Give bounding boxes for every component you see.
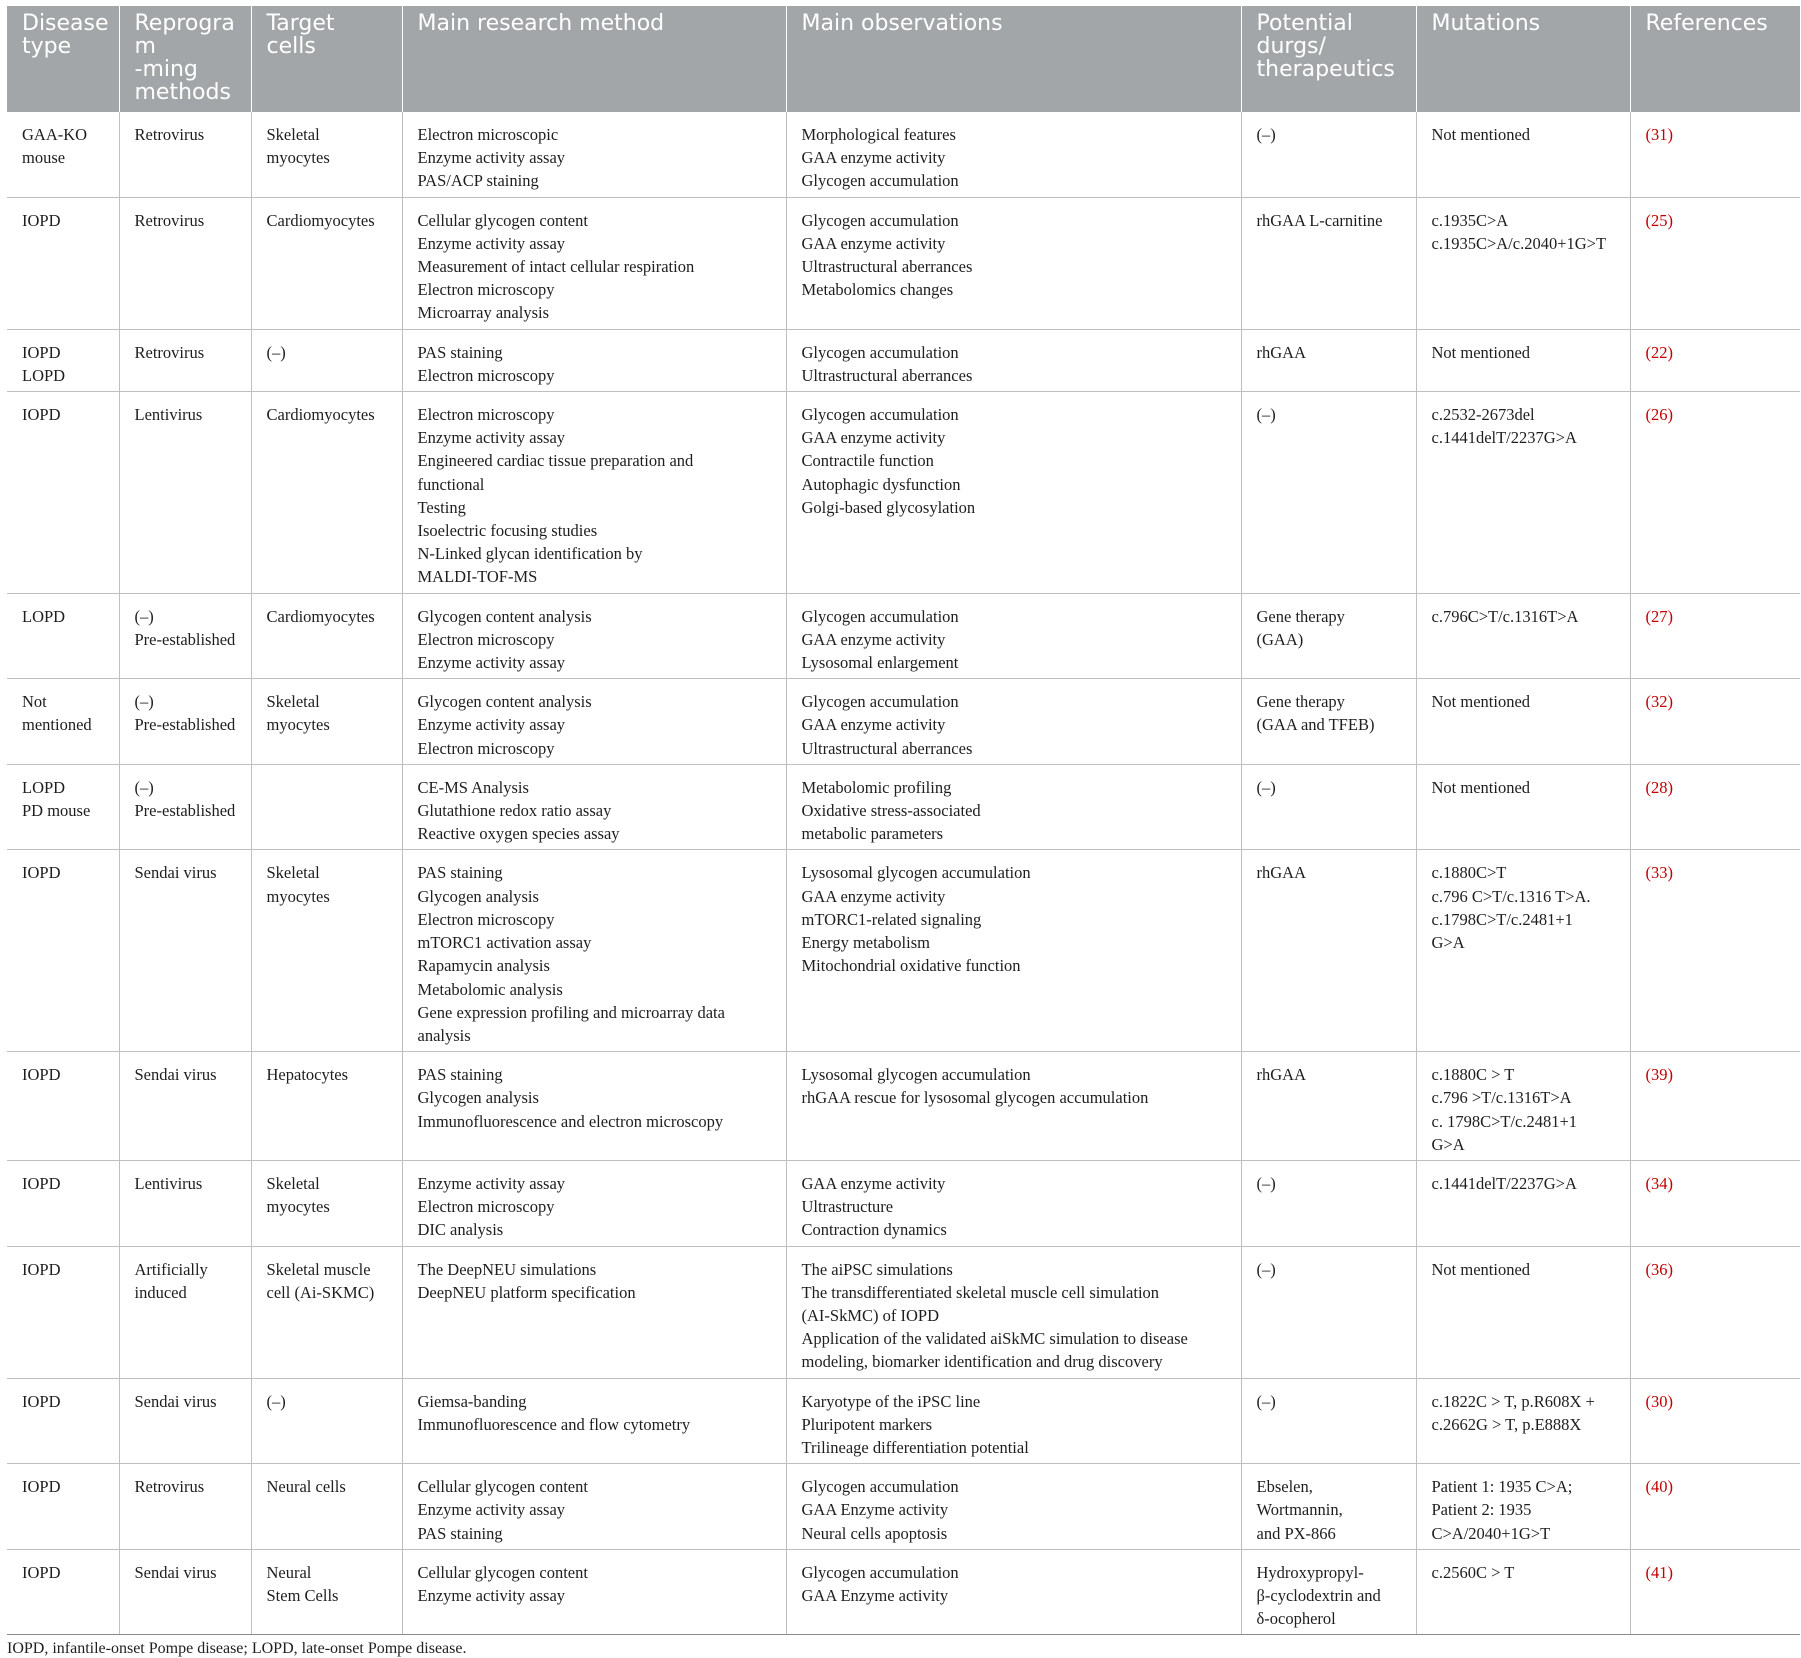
cell-drugs: rhGAA: [1241, 329, 1416, 391]
table-body: [7, 112, 1800, 1635]
cell-mutations: c.1441delT/2237G>A: [1416, 1160, 1630, 1246]
cell-observations: Glycogen accumulation GAA enzyme activity Ultrastructural aberrances Metabolomics changes: [786, 197, 1241, 329]
cell-reprogramming-method: Artificially induced: [119, 1246, 251, 1378]
cell-reprogramming-method: Lentivirus: [119, 1160, 251, 1246]
cell-mutations: Not mentioned: [1416, 679, 1630, 765]
header-disease-type: Disease type: [7, 6, 119, 112]
table-row: [7, 679, 1800, 765]
cell-reprogramming-method: Retrovirus: [119, 112, 251, 197]
cell-mutations: c.1822C > T, p.R608X + c.2662G > T, p.E888X: [1416, 1378, 1630, 1464]
cell-reprogramming-method: Sendai virus: [119, 1052, 251, 1161]
cell-reprogramming-method: (–) Pre-established: [119, 679, 251, 765]
cell-target-cells: Skeletal myocytes: [251, 850, 402, 1052]
pompe-ipsc-table: [7, 6, 1800, 1635]
cell-drugs: Hydroxypropyl- β-cyclodextrin and δ-ocopherol: [1241, 1549, 1416, 1635]
table-row: [7, 1052, 1800, 1161]
table-row: [7, 764, 1800, 850]
table-row: [7, 112, 1800, 197]
cell-research-method: Cellular glycogen content Enzyme activity assay Measurement of intact cellular respiration Electron microscopy Microarray analysis: [402, 197, 786, 329]
cell-research-method: PAS staining Glycogen analysis Electron microscopy mTORC1 activation assay Rapamycin analysis Metabolomic analysis Gene expression profiling and microarray data analysis: [402, 850, 786, 1052]
cell-disease-type: IOPD: [7, 850, 119, 1052]
cell-reference[interactable]: (32): [1630, 679, 1800, 765]
cell-disease-type: IOPD: [7, 197, 119, 329]
cell-drugs: (–): [1241, 392, 1416, 594]
cell-research-method: PAS staining Glycogen analysis Immunofluorescence and electron microscopy: [402, 1052, 786, 1161]
cell-reference[interactable]: (34): [1630, 1160, 1800, 1246]
cell-target-cells: (–): [251, 329, 402, 391]
header-mutations: Mutations: [1416, 6, 1630, 112]
cell-reprogramming-method: (–) Pre-established: [119, 593, 251, 679]
cell-reprogramming-method: Sendai virus: [119, 1378, 251, 1464]
header-row: [7, 6, 1800, 112]
cell-mutations: Not mentioned: [1416, 764, 1630, 850]
cell-disease-type: IOPD: [7, 1464, 119, 1550]
cell-reprogramming-method: Retrovirus: [119, 1464, 251, 1550]
cell-observations: The aiPSC simulations The transdifferentiated skeletal muscle cell simulation (AI-SkMC) of IOPD Application of the validated aiSkMC simulation to disease modeling, biomarker identification and drug discovery: [786, 1246, 1241, 1378]
cell-disease-type: Not mentioned: [7, 679, 119, 765]
cell-mutations: Not mentioned: [1416, 329, 1630, 391]
cell-research-method: Glycogen content analysis Electron microscopy Enzyme activity assay: [402, 593, 786, 679]
cell-drugs: (–): [1241, 112, 1416, 197]
table-row: [7, 850, 1800, 1052]
cell-reprogramming-method: Retrovirus: [119, 329, 251, 391]
cell-research-method: Electron microscopy Enzyme activity assay Engineered cardiac tissue preparation and functional Testing Isoelectric focusing studies N-Linked glycan identification by MALDI-TOF-MS: [402, 392, 786, 594]
cell-research-method: The DeepNEU simulations DeepNEU platform specification: [402, 1246, 786, 1378]
cell-target-cells: Neural Stem Cells: [251, 1549, 402, 1635]
cell-disease-type: IOPD: [7, 1378, 119, 1464]
cell-target-cells: [251, 764, 402, 850]
cell-observations: Metabolomic profiling Oxidative stress-associated metabolic parameters: [786, 764, 1241, 850]
cell-drugs: (–): [1241, 1160, 1416, 1246]
cell-reference[interactable]: (22): [1630, 329, 1800, 391]
table-row: [7, 197, 1800, 329]
cell-drugs: rhGAA L-carnitine: [1241, 197, 1416, 329]
cell-reference[interactable]: (30): [1630, 1378, 1800, 1464]
cell-observations: Morphological features GAA enzyme activity Glycogen accumulation: [786, 112, 1241, 197]
header-potential-drugs: Potential durgs/ therapeutics: [1241, 6, 1416, 112]
cell-disease-type: GAA-KO mouse: [7, 112, 119, 197]
cell-observations: Glycogen accumulation GAA Enzyme activity: [786, 1549, 1241, 1635]
cell-reprogramming-method: Sendai virus: [119, 850, 251, 1052]
cell-reference[interactable]: (41): [1630, 1549, 1800, 1635]
header-references: References: [1630, 6, 1800, 112]
cell-mutations: c.2532-2673del c.1441delT/2237G>A: [1416, 392, 1630, 594]
cell-target-cells: Cardiomyocytes: [251, 593, 402, 679]
cell-disease-type: LOPD: [7, 593, 119, 679]
cell-disease-type: IOPD LOPD: [7, 329, 119, 391]
cell-reference[interactable]: (28): [1630, 764, 1800, 850]
table-row: [7, 1378, 1800, 1464]
cell-observations: Glycogen accumulation GAA Enzyme activity Neural cells apoptosis: [786, 1464, 1241, 1550]
cell-target-cells: Skeletal myocytes: [251, 679, 402, 765]
cell-disease-type: LOPD PD mouse: [7, 764, 119, 850]
cell-reference[interactable]: (39): [1630, 1052, 1800, 1161]
cell-observations: Glycogen accumulation GAA enzyme activity Lysosomal enlargement: [786, 593, 1241, 679]
cell-disease-type: IOPD: [7, 1052, 119, 1161]
cell-drugs: Gene therapy (GAA): [1241, 593, 1416, 679]
cell-drugs: Ebselen, Wortmannin, and PX-866: [1241, 1464, 1416, 1550]
cell-target-cells: Cardiomyocytes: [251, 392, 402, 594]
cell-target-cells: Skeletal muscle cell (Ai-SKMC): [251, 1246, 402, 1378]
cell-drugs: (–): [1241, 764, 1416, 850]
cell-target-cells: (–): [251, 1378, 402, 1464]
cell-reference[interactable]: (40): [1630, 1464, 1800, 1550]
cell-drugs: (–): [1241, 1378, 1416, 1464]
cell-observations: GAA enzyme activity Ultrastructure Contraction dynamics: [786, 1160, 1241, 1246]
cell-reference[interactable]: (33): [1630, 850, 1800, 1052]
cell-observations: Glycogen accumulation GAA enzyme activity Ultrastructural aberrances: [786, 679, 1241, 765]
cell-drugs: rhGAA: [1241, 850, 1416, 1052]
table-row: [7, 1549, 1800, 1635]
header-main-observations: Main observations: [786, 6, 1241, 112]
cell-target-cells: Cardiomyocytes: [251, 197, 402, 329]
cell-mutations: Patient 1: 1935 C>A; Patient 2: 1935 C>A/2040+1G>T: [1416, 1464, 1630, 1550]
cell-target-cells: Neural cells: [251, 1464, 402, 1550]
cell-reprogramming-method: Lentivirus: [119, 392, 251, 594]
cell-disease-type: IOPD: [7, 1246, 119, 1378]
cell-observations: Lysosomal glycogen accumulation rhGAA rescue for lysosomal glycogen accumulation: [786, 1052, 1241, 1161]
cell-disease-type: IOPD: [7, 1549, 119, 1635]
table-row: [7, 392, 1800, 594]
table-row: [7, 1246, 1800, 1378]
cell-research-method: Giemsa-banding Immunofluorescence and flow cytometry: [402, 1378, 786, 1464]
cell-mutations: Not mentioned: [1416, 112, 1630, 197]
cell-mutations: c.2560C > T: [1416, 1549, 1630, 1635]
cell-observations: Glycogen accumulation Ultrastructural aberrances: [786, 329, 1241, 391]
cell-reference[interactable]: (31): [1630, 112, 1800, 197]
cell-reprogramming-method: (–) Pre-established: [119, 764, 251, 850]
cell-drugs: Gene therapy (GAA and TFEB): [1241, 679, 1416, 765]
cell-research-method: Cellular glycogen content Enzyme activity assay PAS staining: [402, 1464, 786, 1550]
cell-target-cells: Hepatocytes: [251, 1052, 402, 1161]
table-row: [7, 1464, 1800, 1550]
header-target-cells: Target cells: [251, 6, 402, 112]
cell-drugs: rhGAA: [1241, 1052, 1416, 1161]
cell-drugs: (–): [1241, 1246, 1416, 1378]
cell-reference[interactable]: (27): [1630, 593, 1800, 679]
cell-observations: Glycogen accumulation GAA enzyme activity Contractile function Autophagic dysfunction Golgi-based glycosylation: [786, 392, 1241, 594]
cell-reference[interactable]: (26): [1630, 392, 1800, 594]
cell-research-method: Cellular glycogen content Enzyme activity assay: [402, 1549, 786, 1635]
cell-mutations: c.1935C>A c.1935C>A/c.2040+1G>T: [1416, 197, 1630, 329]
table-row: [7, 593, 1800, 679]
cell-research-method: Glycogen content analysis Enzyme activity assay Electron microscopy: [402, 679, 786, 765]
cell-target-cells: Skeletal myocytes: [251, 112, 402, 197]
cell-observations: Lysosomal glycogen accumulation GAA enzyme activity mTORC1-related signaling Energy metabolism Mitochondrial oxidative function: [786, 850, 1241, 1052]
table-container: [7, 6, 1800, 1658]
header-main-research-method: Main research method: [402, 6, 786, 112]
cell-mutations: c.1880C > T c.796 >T/c.1316T>A c. 1798C>T/c.2481+1 G>A: [1416, 1052, 1630, 1161]
cell-mutations: c.1880C>T c.796 C>T/c.1316 T>A. c.1798C>T/c.2481+1 G>A: [1416, 850, 1630, 1052]
cell-disease-type: IOPD: [7, 1160, 119, 1246]
table-row: [7, 1160, 1800, 1246]
cell-research-method: PAS staining Electron microscopy: [402, 329, 786, 391]
cell-reference[interactable]: (25): [1630, 197, 1800, 329]
cell-reprogramming-method: Retrovirus: [119, 197, 251, 329]
cell-mutations: c.796C>T/c.1316T>A: [1416, 593, 1630, 679]
cell-research-method: Enzyme activity assay Electron microscopy DIC analysis: [402, 1160, 786, 1246]
cell-research-method: CE-MS Analysis Glutathione redox ratio assay Reactive oxygen species assay: [402, 764, 786, 850]
cell-research-method: Electron microscopic Enzyme activity assay PAS/ACP staining: [402, 112, 786, 197]
table-row: [7, 329, 1800, 391]
cell-target-cells: Skeletal myocytes: [251, 1160, 402, 1246]
table-footnote: IOPD, infantile-onset Pompe disease; LOPD, late-onset Pompe disease.: [7, 1640, 467, 1658]
cell-disease-type: IOPD: [7, 392, 119, 594]
cell-observations: Karyotype of the iPSC line Pluripotent markers Trilineage differentiation potential: [786, 1378, 1241, 1464]
header-reprogramming-methods: Reprogram -ming methods: [119, 6, 251, 112]
cell-mutations: Not mentioned: [1416, 1246, 1630, 1378]
cell-reference[interactable]: (36): [1630, 1246, 1800, 1378]
cell-reprogramming-method: Sendai virus: [119, 1549, 251, 1635]
